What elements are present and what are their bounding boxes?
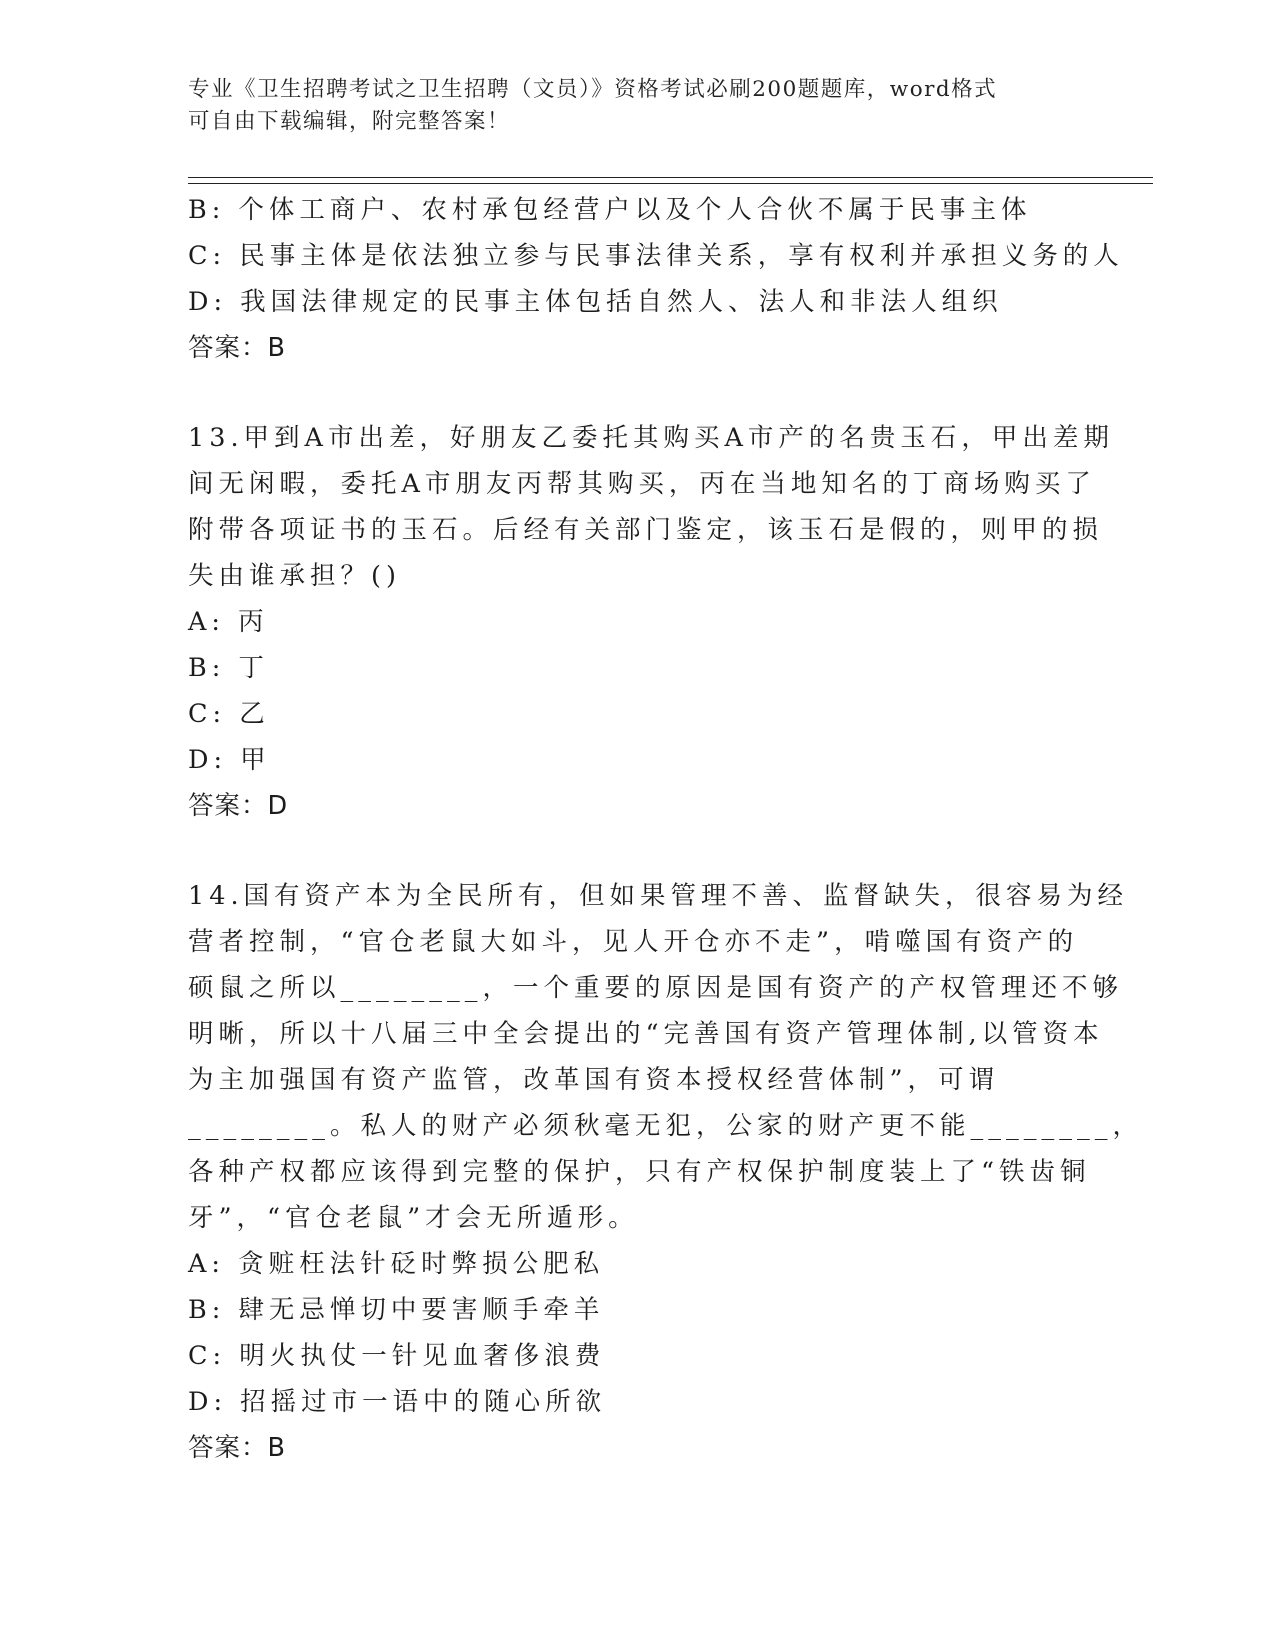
question-stem-line: 13.甲到A市出差，好朋友乙委托其购买A市产的名贵玉石，甲出差期	[188, 423, 1114, 453]
question-stem-line: 营者控制，“官仓老鼠大如斗，见人开仓亦不走”，啃噬国有资产的	[188, 927, 1079, 957]
page-header	[188, 74, 1088, 138]
question-stem-line: 14.国有资产本为全民所有，但如果管理不善、监督缺失，很容易为经	[188, 881, 1129, 911]
header-divider-bottom	[188, 183, 1153, 184]
option-a: A: 贪赃枉法针砭时弊损公肥私	[188, 1249, 605, 1279]
question-stem-line: 硕鼠之所以________，一个重要的原因是国有资产的产权管理还不够	[188, 973, 1124, 1003]
option-c: C: 明火执仗一针见血奢侈浪费	[188, 1341, 606, 1371]
option-d: D: 甲	[188, 745, 271, 775]
question-stem-line: 牙”，“官仓老鼠”才会无所遁形。	[188, 1203, 639, 1233]
question-stem-line: ________。私人的财产必须秋毫无犯，公家的财产更不能________，	[188, 1111, 1144, 1141]
option-b: B: 丁	[188, 653, 269, 683]
question-stem-line: 为主加强国有资产监管，改革国有资本授权经营体制”，可谓	[188, 1065, 1000, 1095]
question-spacer	[188, 829, 1088, 873]
question-stem-line: 各种产权都应该得到完整的保护，只有产权保护制度装上了“铁齿铜	[188, 1157, 1091, 1187]
question-13	[188, 415, 1114, 829]
header-title-line-2: 可自由下载编辑，附完整答案！	[188, 109, 511, 134]
header-divider-top	[188, 177, 1153, 178]
header-title-line-1: 专业《卫生招聘考试之卫生招聘（文员）》资格考试必刷200题题库，word格式	[188, 77, 998, 102]
question-spacer	[188, 371, 1088, 415]
option-c: C: 乙	[188, 699, 270, 729]
answer-line: 答案：B	[188, 1433, 286, 1463]
option-d: D: 招摇过市一语中的随心所欲	[188, 1387, 607, 1417]
question-content	[188, 187, 1144, 1471]
question-stem-line: 间无闲暇，委托A市朋友丙帮其购买，丙在当地知名的丁商场购买了	[188, 469, 1096, 499]
question-stem-line: 明晰，所以十八届三中全会提出的“完善国有资产管理体制,以管资本	[188, 1019, 1104, 1049]
question-stem-line: 失由谁承担？()	[188, 561, 401, 591]
answer-line: 答案：D	[188, 791, 289, 821]
option-d: D: 我国法律规定的民事主体包括自然人、法人和非法人组织	[188, 287, 1003, 317]
question-12	[188, 187, 1124, 371]
option-a: A: 丙	[188, 607, 269, 637]
option-c: C: 民事主体是依法独立参与民事法律关系，享有权利并承担义务的人	[188, 241, 1124, 271]
option-b: B: 肆无忌惮切中要害顺手牵羊	[188, 1295, 605, 1325]
question-stem-line: 附带各项证书的玉石。后经有关部门鉴定，该玉石是假的，则甲的损	[188, 515, 1104, 545]
answer-line: 答案：B	[188, 333, 286, 363]
option-b: B: 个体工商户、农村承包经营户以及个人合伙不属于民事主体	[188, 195, 1032, 225]
question-14	[188, 873, 1144, 1471]
